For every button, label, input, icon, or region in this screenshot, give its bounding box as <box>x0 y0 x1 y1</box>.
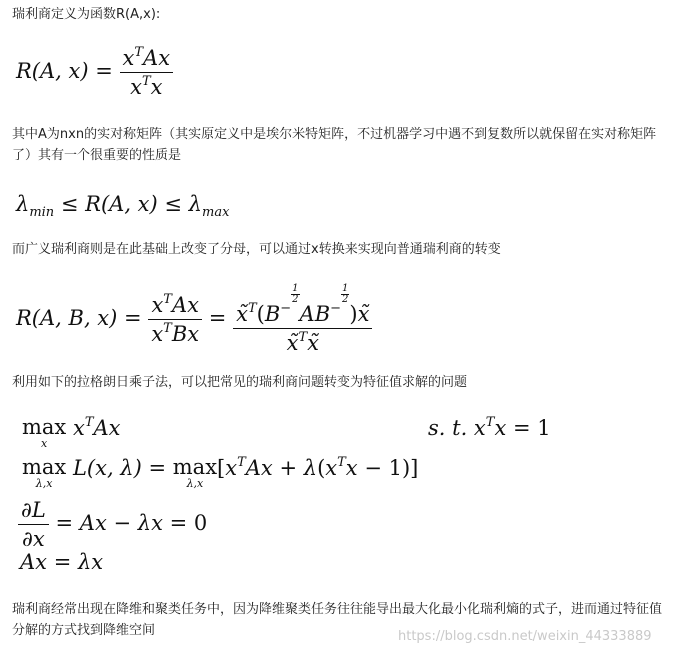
application-text: 瑞利商经常出现在降维和聚类任务中，因为降维聚类任务往往能导出最大化最小化瑞利熵的式子，进而通过特征值分解的方式找到降维空间 <box>12 602 663 638</box>
intro-text: 瑞利商定义为函数R(A,x): <box>12 7 161 22</box>
formula-eigen-equation: Ax = λx <box>20 550 104 574</box>
formula-generalized-rayleigh-quotient: R(A, B, x) = $\frac{x^TAx}{x^TBx}$ = $x̃^T(B^{- \frac{1}{2}}$ $AB^{- \frac{1}{2}}$ )x̃ x̃$^T$x̃ <box>16 284 372 355</box>
generalized-text: 而广义瑞利商则是在此基础上改变了分母，可以通过x转换来实现向普通瑞利商的转变 <box>12 242 501 257</box>
formula-constraint: s. t. $x^Tx = 1$ <box>428 415 551 440</box>
formula-max-objective: max x $x^TAx$ <box>22 415 121 450</box>
formula-eigenvalue-bounds: $\lambda_{min} \le R(A$, $x) \le \lambda_{max}$ <box>16 192 230 220</box>
definition-text: 其中A为nxn的实对称矩阵（其实原定义中是埃尔米特矩阵，不过机器学习中遇不到复数所以就保留在实对称矩阵了）其有一个很重要的性质是 <box>12 127 657 163</box>
lagrange-text: 利用如下的拉格朗日乘子法，可以把常见的瑞利商问题转变为特征值求解的问题 <box>12 375 468 390</box>
formula-lagrangian: max λ,x L(x, λ) = max λ,x $[x^TAx + \lambda(x^Tx - 1)]$ <box>22 455 419 490</box>
watermark-url: https://blog.csdn.net/weixin_44333889 <box>398 629 652 644</box>
formula-rayleigh-quotient: R(A, x) = $\frac{x^TAx}{x^Tx}$ <box>16 46 173 99</box>
formula-derivative: $\frac{\partial L}{\partial x}$ = Ax − λx = 0 <box>18 498 207 551</box>
